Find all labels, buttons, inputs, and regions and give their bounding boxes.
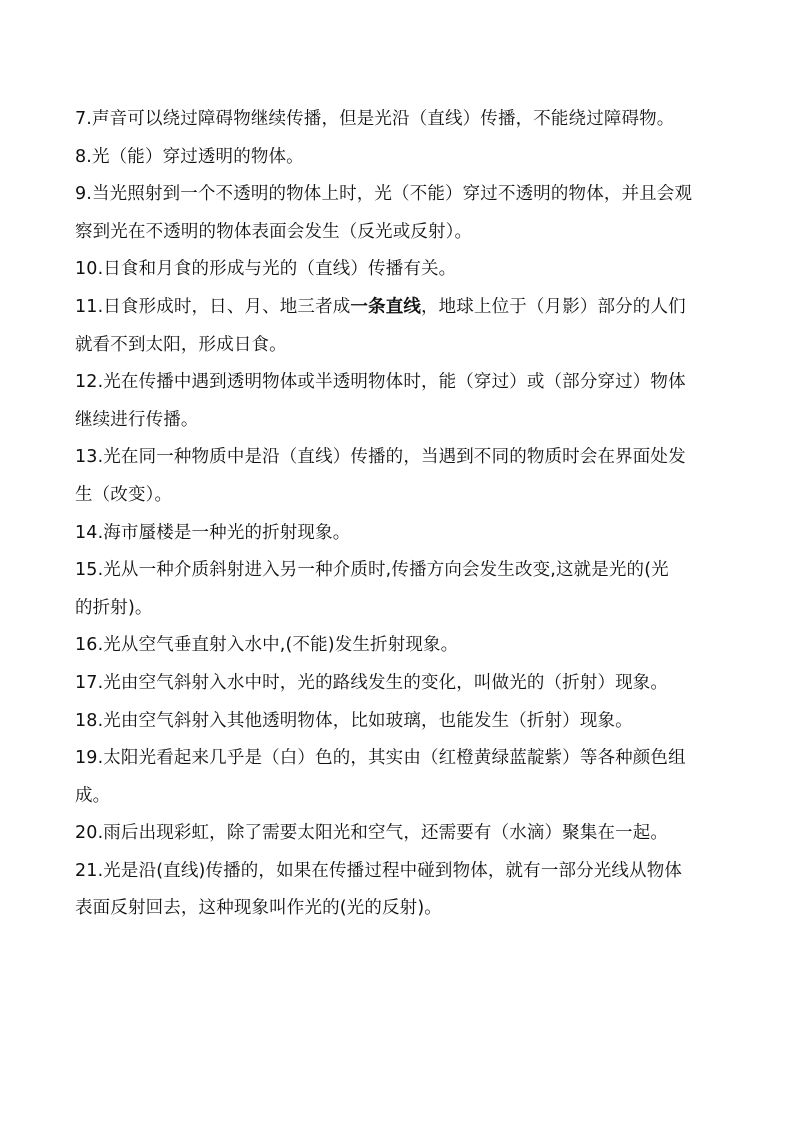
text-line: 10.日食和月食的形成与光的（直线）传播有关。 — [75, 259, 457, 280]
text-line: 16.光从空气垂直射入水中,(不能)发生折射现象。 — [75, 635, 459, 656]
text-segment: ，地球上位于（月影）部分的人们 — [421, 296, 686, 317]
text-line: 13.光在同一种物质中是沿（直线）传播的，当遇到不同的物质时会在界面处发 — [75, 447, 686, 468]
text-line: 生（改变）。 — [75, 484, 173, 505]
text-line: 察到光在不透明的物体表面会发生（反光或反射）。 — [75, 221, 473, 242]
text-line: 15.光从一种介质斜射进入另一种介质时,传播方向会发生改变,这就是光的(光 — [75, 560, 669, 581]
text-line: 7.声音可以绕过障碍物继续传播，但是光沿（直线）传播，不能绕过障碍物。 — [75, 109, 675, 129]
text-line — [75, 289, 734, 327]
text-line: 18.光由空气斜射入其他透明物体，比如玻璃，也能发生（折射）现象。 — [75, 710, 633, 731]
text-segment: 11.日食形成时，日、月、地三者成 — [75, 296, 351, 317]
text-line: 的折射)。 — [75, 597, 153, 618]
text-line: 20.雨后出现彩虹，除了需要太阳光和空气，还需要有（水滴）聚集在一起。 — [75, 823, 669, 844]
text-line: 9.当光照射到一个不透明的物体上时，光（不能）穿过不透明的物体，并且会观 — [75, 184, 693, 205]
text-line: 继续进行传播。 — [75, 409, 199, 430]
text-line: 17.光由空气斜射入水中时，光的路线发生的变化，叫做光的（折射）现象。 — [75, 672, 669, 693]
text-line: 21.光是沿(直线)传播的，如果在传播过程中碰到物体，就有一部分光线从物体 — [75, 860, 683, 881]
text-line: 19.太阳光看起来几乎是（白）色的，其实由（红橙黄绿蓝靛紫）等各种颜色组 — [75, 748, 686, 769]
text-line: 成。 — [75, 785, 111, 806]
text-line: 表面反射回去，这种现象叫作光的(光的反射)。 — [75, 898, 442, 919]
text-line: 14.海市蜃楼是一种光的折射现象。 — [75, 522, 351, 543]
bold-emphasis: 一条直线 — [350, 296, 421, 317]
text-line: 8.光（能）穿过透明的物体。 — [75, 146, 304, 167]
text-line: 就看不到太阳，形成日食。 — [75, 334, 287, 355]
text-line: 12.光在传播中遇到透明物体或半透明物体时，能（穿过）或（部分穿过）物体 — [75, 372, 686, 393]
